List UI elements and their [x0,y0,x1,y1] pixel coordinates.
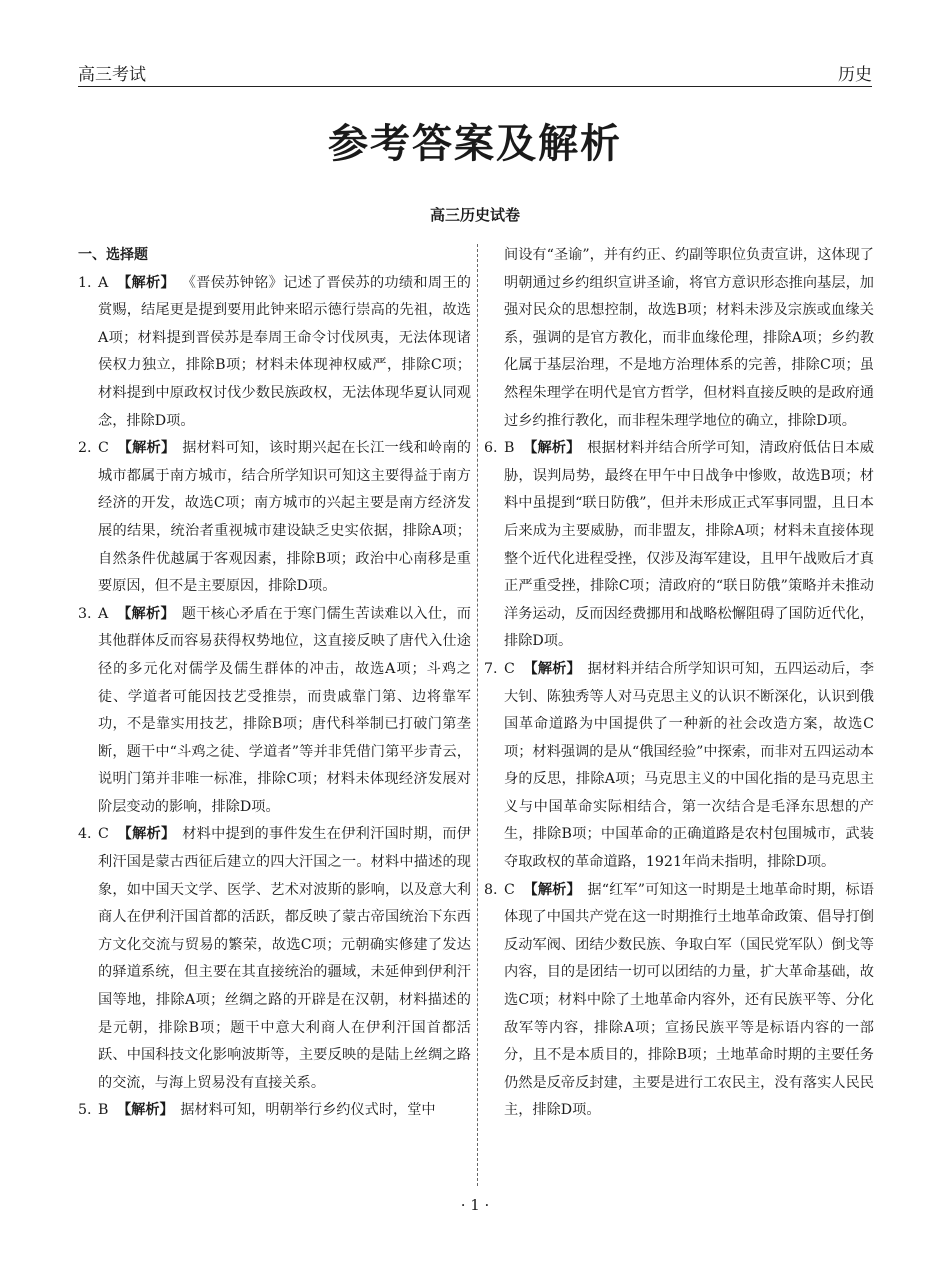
item-answer: C [98,826,109,843]
item-explanation: 《晋侯苏钟铭》记述了晋侯苏的功绩和周王的赏赐，结尾更是提到要用此钟来昭示德行崇高的先祖，故选A项；材料提到晋侯苏是奉周王命令讨伐夙夷，无法体现诸侯权力独立，排除B项；材料未体现神权威严，排除C项；材料提到中原政权讨伐少数民族政权，无法体现华夏认同观念，排除D项。 [98,274,471,429]
item-number: 7. [484,660,498,677]
page-number: · 1 · [460,1196,490,1214]
analysis-tag: 【解析】 [523,440,581,457]
item-number: 5. [78,1102,92,1119]
item-number: 4. [78,826,92,843]
answer-item [78,601,471,822]
item-5-continuation: 间设有“圣谕”，并有约正、约副等职位负责宣讲，这体现了明朝通过乡约组织宣讲圣谕，将官方意识形态推向基层，加强对民众的思想控制，故选B项；材料未涉及宗族或血缘关系，强调的是官方教化，而非血缘伦理，排除A项；乡约教化属于基层治理，不是地方治理体系的完善，排除C项；虽然程朱理学在明代是官方哲学，但材料直接反映的是政府通过乡约推行教化，而非程朱理学地位的确立，排除D项。 [504,247,874,429]
analysis-tag: 【解析】 [117,274,175,291]
header-subject-label: 历史 [838,65,872,85]
analysis-tag: 【解析】 [117,440,176,457]
answer-item [484,656,874,877]
answer-item [78,1097,471,1125]
item-explanation: 据材料可知，明朝举行乡约仪式时，堂中 [180,1102,436,1119]
item-answer: C [504,881,515,898]
page-title: 参考答案及解析 [328,121,622,167]
item-explanation: 据“红军”可知这一时期是土地革命时期，标语体现了中国共产党在这一时期推行土地革命政策、倡导打倒反动军阀、团结少数民族、争取白军（国民党军队）倒戈等内容，目的是团结一切可以团结的力量，扩大革命基础，故选C项；材料中除了土地革命内容外，还有民族平等、分化敌军等内容，排除A项；宣扬民族平等是标语内容的一部分，且不是本质目的，排除B项；土地革命时期的主要任务仍然是反帝反封建，主要是进行工农民主，没有落实人民民主，排除D项。 [504,881,874,1119]
analysis-tag: 【解析】 [523,881,581,898]
item-explanation: 据材料可知，该时期兴起在长江一线和岭南的城市都属于南方城市，结合所学知识可知这主要得益于南方经济的开发，故选C项；南方城市的兴起主要是南方经济发展的结果，统治者重视城市建设缺乏史实依据，排除A项；自然条件优越属于客观因素，排除B项；政治中心南移是重要原因，但不是主要原因，排除D项。 [98,440,471,595]
analysis-tag: 【解析】 [117,605,175,622]
item-number: 3. [78,605,92,622]
answer-item [484,435,874,656]
item-number: 2. [78,440,92,457]
page-subtitle: 高三历史试卷 [429,206,520,224]
column-divider [477,244,478,1186]
analysis-tag: 【解析】 [523,660,581,677]
answer-item [78,435,471,601]
item-answer: C [98,440,109,457]
item-answer: C [504,660,515,677]
analysis-tag: 【解析】 [117,826,176,843]
item-explanation: 根据材料并结合所学可知，清政府低估日本威胁，误判局势，最终在甲午中日战争中惨败，故选B项；材料中虽提到“联日防俄”，但并未形成正式军事同盟，且日本后来成为主要威胁，而非盟友，排除A项；材料未直接体现整个近代化进程受挫，仅涉及海军建设，且甲午战败后才真正严重受挫，排除C项；清政府的“联日防俄”策略并未推动洋务运动，反而因经费挪用和战略松懈阻碍了国防近代化，排除D项。 [504,440,874,650]
left-column [78,242,471,1125]
item-answer: B [504,440,515,457]
page-header [78,60,872,87]
item-number: 6. [484,440,498,457]
item-explanation: 材料中提到的事件发生在伊利汗国时期，而伊利汗国是蒙古西征后建立的四大汗国之一。材料中描述的现象，如中国天文学、医学、艺术对波斯的影响，以及意大利商人在伊利汗国首都的活跃，都反映了蒙古帝国统治下东西方文化交流与贸易的繁荣，故选C项；元朝确实修建了发达的驿道系统，但主要在其直接统治的疆域，未延伸到伊利汗国等地，排除A项；丝绸之路的开辟是在汉朝，材料描述的是元朝，排除B项；题干中意大利商人在伊利汗国首都活跃、中国科技文化影响波斯等，主要反映的是陆上丝绸之路的交流，与海上贸易没有直接关系。 [98,826,471,1091]
item-answer: A [98,274,109,291]
section-heading: 一、选择题 [78,247,148,263]
item-explanation: 据材料并结合所学知识可知，五四运动后，李大钊、陈独秀等人对马克思主义的认识不断深化，认识到俄国革命道路为中国提供了一种新的社会改造方案，故选C项；材料强调的是从“俄国经验”中探索，而非对五四运动本身的反思，排除A项；马克思主义的中国化指的是马克思主义与中国革命实际相结合，第一次结合是毛泽东思想的产生，排除B项；中国革命的正确道路是农村包围城市，武装夺取政权的革命道路，1921年尚未指明，排除D项。 [504,660,874,871]
answer-item [78,270,471,436]
analysis-tag: 【解析】 [116,1102,174,1119]
item-number: 1. [78,274,92,291]
item-explanation: 题干核心矛盾在于寒门儒生苦读难以入仕，而其他群体反而容易获得权势地位，这直接反映了唐代入仕途径的多元化对儒学及儒生群体的冲击，故选A项；斗鸡之徒、学道者可能因技艺受推崇，而贵戚靠门第、边将靠军功，不是靠实用技艺，排除B项；唐代科举制已打破门第垄断，题干中“斗鸡之徒、学道者”等并非凭借门第平步青云，说明门第并非唯一标准，排除C项；材料未体现经济发展对阶层变动的影响，排除D项。 [98,605,471,815]
item-number: 8. [484,881,498,898]
right-column [484,242,874,1125]
item-answer: A [98,605,109,622]
header-exam-label: 高三考试 [78,65,146,85]
answer-item [78,821,471,1097]
item-answer: B [98,1102,109,1119]
answer-item [484,877,874,1125]
